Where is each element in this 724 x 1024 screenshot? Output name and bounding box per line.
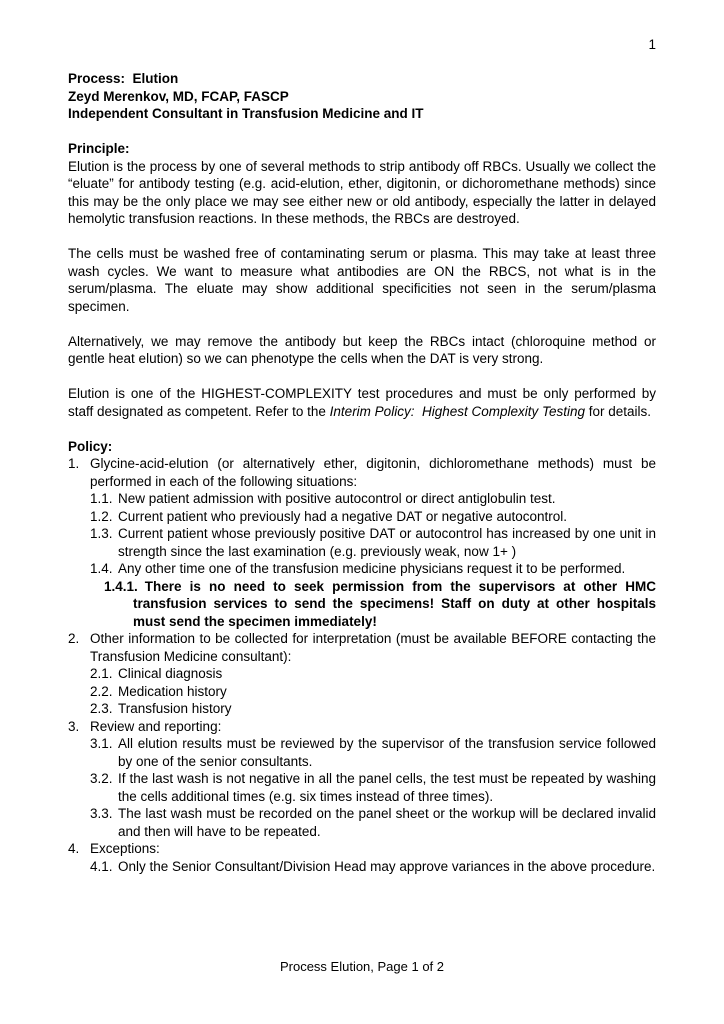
policy-item	[90, 508, 656, 526]
list-item-text: All elution results must be reviewed by the supervisor of the transfusion service followed by one of the senior consultants.	[118, 736, 656, 769]
list-item-text: Transfusion history	[118, 701, 232, 716]
principle-heading: Principle:	[68, 141, 130, 156]
author-line: Zeyd Merenkov, MD, FCAP, FASCP	[68, 88, 289, 104]
italic-reference: Interim Policy: Highest Complexity Testing	[329, 403, 586, 419]
list-number: 1.1.	[90, 491, 113, 506]
list-number: 1.	[68, 456, 80, 471]
policy-item	[68, 718, 656, 736]
principle-paragraph	[68, 385, 656, 420]
policy-item	[90, 560, 656, 578]
policy-item-emphasized	[104, 578, 656, 631]
list-number: 1.4.	[90, 561, 113, 576]
list-number: 3.2.	[90, 771, 113, 786]
policy-list	[68, 455, 656, 875]
list-item-text: Current patient whose previously positive DAT or autocontrol has increased by one unit in strength since the last examination (e.g. previously weak, now 1+ )	[118, 526, 656, 559]
list-item-text: Any other time one of the transfusion medicine physicians request it to be performed.	[118, 561, 626, 576]
list-item-text: Current patient who previously had a negative DAT or negative autocontrol.	[118, 508, 568, 524]
policy-item	[68, 630, 656, 665]
list-item-text: If the last wash is not negative in all the panel cells, the test must be repeated by washing the cells additional times (e.g. six times instead of three times).	[118, 771, 656, 804]
list-item-text: The last wash must be recorded on the panel sheet or the workup will be declared invalid and then will have to be repeated.	[118, 806, 656, 839]
page-footer: Process Elution, Page 1 of 2	[279, 959, 445, 974]
principle-paragraph: Elution is the process by one of several methods to strip antibody off RBCs. Usually we collect the “eluate” for antibody testing (e.g. acid-elution, ether, digitonin, or dichoromethane methods) since this may be the only place we may see either new or old antibody, especially the latter in delayed hemolytic transfusion reactions. In these methods, the RBCs are destroyed.	[68, 158, 656, 226]
list-number: 1.4.1.	[104, 578, 138, 594]
list-item-text: Medication history	[118, 683, 227, 699]
list-number: 1.2.	[90, 508, 113, 524]
list-item-text: Clinical diagnosis	[118, 666, 223, 681]
policy-item	[90, 858, 656, 876]
list-number: 4.1.	[90, 858, 113, 874]
policy-item	[90, 490, 656, 508]
policy-item	[90, 805, 656, 840]
document-header	[68, 70, 656, 123]
policy-heading: Policy:	[68, 438, 113, 454]
list-number: 2.2.	[90, 683, 113, 699]
list-number: 2.	[68, 631, 80, 646]
list-item-text: Exceptions:	[90, 841, 160, 856]
list-number: 3.1.	[90, 736, 113, 751]
author-role-line: Independent Consultant in Transfusion Medicine and IT	[68, 106, 424, 121]
policy-item	[90, 735, 656, 770]
page-number: 1	[648, 37, 656, 52]
list-number: 1.3.	[90, 526, 113, 541]
list-item-text: New patient admission with positive autocontrol or direct antiglobulin test.	[118, 491, 556, 506]
policy-item	[68, 840, 656, 858]
policy-item	[90, 770, 656, 805]
list-number: 2.3.	[90, 701, 113, 716]
policy-item	[90, 665, 656, 683]
list-item-text: Review and reporting:	[90, 718, 222, 734]
list-item-text: Other information to be collected for interpretation (must be available BEFORE contacting the Transfusion Medicine consultant):	[90, 631, 656, 664]
list-number: 3.3.	[90, 806, 113, 821]
list-item-text: Only the Senior Consultant/Division Head may approve variances in the above procedure.	[118, 858, 656, 874]
document-title: Process: Elution	[68, 71, 179, 86]
list-number: 2.1.	[90, 666, 113, 681]
principle-paragraph: Alternatively, we may remove the antibody but keep the RBCs intact (chloroquine method or gentle heat elution) so we can phenotype the cells when the DAT is very strong.	[68, 333, 656, 366]
list-number: 4.	[68, 841, 80, 856]
list-item-text: Glycine-acid-elution (or alternatively ether, digitonin, dichloromethane methods) must be performed in each of the following situations:	[90, 456, 656, 489]
policy-item	[90, 525, 656, 560]
policy-item	[90, 683, 656, 701]
list-item-text: There is no need to seek permission from the supervisors at other HMC transfusion services to send the specimens! Staff on duty at other hospitals must send the specimen immediately!	[133, 578, 656, 629]
policy-item	[68, 455, 656, 490]
principle-paragraph: The cells must be washed free of contaminating serum or plasma. This may take at least three wash cycles. We want to measure what antibodies are ON the RBCS, not what is in the serum/plasma. The eluate may show additional specificities not seen in the serum/plasma specimen.	[68, 246, 656, 314]
paragraph-text: for details.	[585, 403, 652, 419]
paragraph-text: Elution is one of the HIGHEST-COMPLEXITY test procedures and must be only performed by staff designated as competent. Refer to the	[68, 386, 656, 419]
policy-item	[90, 700, 656, 718]
list-number: 3.	[68, 718, 80, 734]
